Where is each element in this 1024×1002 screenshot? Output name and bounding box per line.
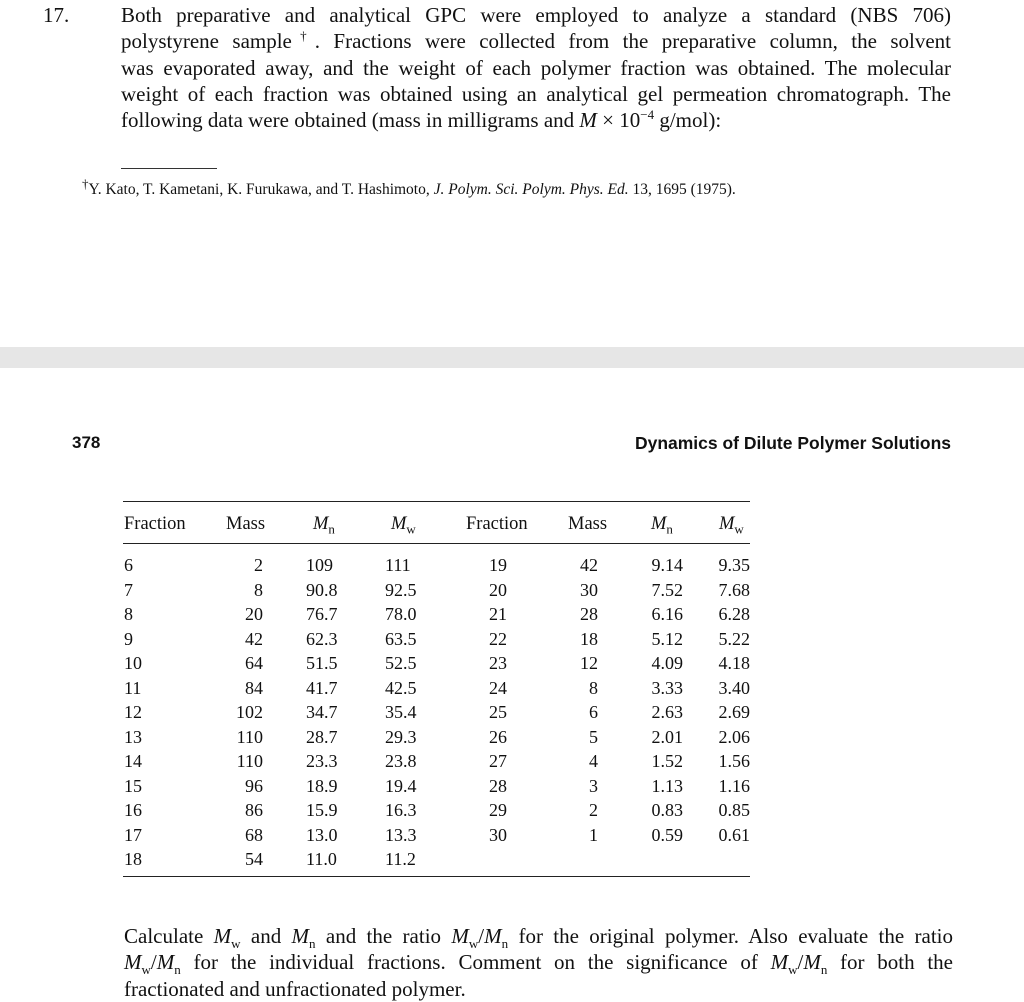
header-mass-left: Mass: [226, 514, 266, 534]
table-cell: 54: [245, 849, 263, 869]
table-cell: 109: [306, 555, 333, 575]
table-cell: 22: [489, 628, 507, 649]
table-cell: 2: [589, 800, 598, 820]
col-mass-left: [206, 553, 263, 872]
table-cell: 16.3: [385, 800, 417, 820]
table-cell: 7.52: [651, 579, 683, 600]
closing-line-2: $M_w/M_n$ for the individual fractions. Comment on the significance of $M_w/M_n$ for both the: [124, 950, 954, 978]
table-cell: 0.61: [718, 824, 750, 845]
table-cell: 41.7: [306, 677, 338, 698]
running-title: Dynamics of Dilute Polymer Solutions: [634, 433, 951, 453]
problem-line-5: following data were obtained (mass in milligrams and $M \times 10^{-4}$ g/mol):: [121, 107, 722, 133]
table-cell: 62.3: [306, 628, 338, 649]
table-cell: 9.35: [718, 555, 750, 575]
table-cell: 1.56: [718, 751, 750, 771]
table-cell: 42.5: [385, 677, 417, 698]
closing-paragraph: [124, 923, 953, 1002]
table-cell: 84: [245, 677, 263, 698]
table-cell: 9: [124, 628, 133, 649]
table-cell: 2.06: [718, 726, 750, 747]
table-cell: 3.33: [651, 677, 683, 698]
table-cell: 12: [580, 653, 598, 673]
table-cell: 20: [489, 579, 507, 600]
table-cell: 52.5: [385, 653, 417, 673]
table-cell: 30: [580, 579, 598, 600]
table-cell: 24: [489, 677, 507, 698]
table-cell: 10: [124, 653, 142, 673]
table-cell: 15: [124, 775, 142, 796]
closing-line-3: fractionated and unfractionated polymer.: [124, 976, 466, 1001]
table-cell: 6: [589, 702, 598, 722]
col-fraction-right: [472, 553, 524, 847]
table-cell: 20: [245, 604, 263, 624]
table-cell: 28: [489, 775, 507, 796]
table-cell: 96: [245, 775, 263, 796]
table-cell: 12: [124, 702, 142, 722]
table-cell: 2.01: [651, 726, 683, 747]
col-fraction-left: [124, 553, 174, 872]
table-cell: 29.3: [385, 726, 417, 747]
header-mn-right: $M_n$: [651, 514, 673, 537]
table-cell: 51.5: [306, 653, 338, 673]
table-cell: 18: [580, 628, 598, 649]
table-cell: 34.7: [306, 702, 338, 722]
table-cell: 29: [489, 800, 507, 820]
header-fraction-left: Fraction: [124, 514, 186, 534]
table-top-rule: [123, 501, 750, 502]
table-cell: 6: [124, 555, 133, 575]
table-cell: 8: [124, 604, 133, 624]
table-cell: 6.28: [718, 604, 750, 624]
dagger-mark: †: [291, 28, 315, 44]
problem-line-3: was evaporated away, and the weight of each polymer fraction was obtained. The molecular: [121, 55, 951, 80]
table-cell: 23: [489, 653, 507, 673]
table-cell: 13.3: [385, 824, 417, 845]
table-cell: 64: [245, 653, 263, 673]
table-cell: 1.16: [718, 775, 750, 796]
table-cell: 18: [124, 849, 142, 869]
table-cell: 23.3: [306, 751, 338, 771]
table-cell: 2.69: [718, 702, 750, 722]
footnote: †Y. Kato, T. Kametani, K. Furukawa, and T. Hashimoto, J. Polym. Sci. Polym. Phys. Ed. 13, 1695 (1975).: [82, 175, 736, 198]
table-cell: 5.12: [651, 628, 683, 649]
table-cell: 17: [124, 824, 142, 845]
table-cell: 111: [385, 555, 411, 575]
table-cell: 11: [124, 677, 142, 698]
table-cell: 11.2: [385, 849, 416, 869]
table-cell: 4.09: [651, 653, 683, 673]
header-fraction-right: Fraction: [466, 514, 528, 534]
problem-line-1: Both preparative and analytical GPC were employed to analyze a standard (NBS 706): [121, 3, 951, 27]
header-mw-right: $M_w$: [719, 514, 744, 537]
table-cell: 21: [489, 604, 507, 624]
table-cell: 5.22: [718, 628, 750, 649]
problem-text: [121, 2, 951, 133]
table-cell: 26: [489, 726, 507, 747]
table-cell: 18.9: [306, 775, 338, 796]
table-header-rule: [123, 543, 750, 544]
table-cell: 3.40: [718, 677, 750, 698]
col-mw-right: [697, 553, 750, 847]
table-cell: 2: [254, 555, 263, 575]
table-cell: 28: [580, 604, 598, 624]
problem-line-2: polystyrene sample†. Fractions were collected from the preparative column, the solvent: [121, 28, 951, 54]
table-cell: 1.13: [651, 775, 683, 796]
table-cell: 16: [124, 800, 142, 820]
table-cell: 2.63: [651, 702, 683, 722]
table-cell: 9.14: [651, 555, 683, 575]
table-cell: 13: [124, 726, 142, 747]
table-cell: 11.0: [306, 849, 337, 869]
table-cell: 8: [589, 677, 598, 698]
footnote-rule: [121, 168, 217, 169]
table-cell: 68: [245, 824, 263, 845]
table-bottom-rule: [123, 876, 750, 877]
closing-line-1: Calculate $M_w$ and $M_n$ and the ratio $M_w/M_n$ for the original polymer. Also evaluate the ratio: [124, 924, 954, 952]
table-cell: 1: [589, 824, 598, 845]
problem-number: 17.: [43, 3, 70, 27]
table-cell: 42: [245, 628, 263, 649]
table-cell: 63.5: [385, 628, 417, 649]
table-cell: 78.0: [385, 604, 417, 624]
table-cell: 1.52: [651, 751, 683, 771]
table-cell: 13.0: [306, 824, 338, 845]
table-cell: 102: [236, 702, 263, 722]
table-cell: 19: [489, 555, 507, 575]
problem-line-4: weight of each fraction was obtained using an analytical gel permeation chromatograph. The: [121, 81, 951, 106]
table-cell: 27: [489, 751, 507, 771]
table-cell: 4: [589, 751, 598, 771]
table-cell: 3: [589, 775, 598, 796]
table-cell: 90.8: [306, 579, 338, 600]
table-cell: 86: [245, 800, 263, 820]
table-cell: 7.68: [718, 579, 750, 600]
table-cell: 8: [254, 579, 263, 600]
page-number: 378: [72, 433, 101, 452]
col-mw-left: [385, 553, 445, 872]
table-cell: 42: [580, 555, 598, 575]
table-cell: 5: [589, 726, 598, 747]
col-mn-right: [630, 553, 683, 847]
table-cell: 4.18: [718, 653, 750, 673]
table-cell: 6.16: [651, 604, 683, 624]
table-cell: 110: [236, 751, 263, 771]
table-cell: 25: [489, 702, 507, 722]
table-cell: 30: [489, 824, 507, 845]
table-cell: 7: [124, 579, 133, 600]
table-cell: 110: [236, 726, 263, 747]
page-break-band: [0, 347, 1024, 368]
table-cell: 0.83: [651, 800, 683, 820]
header-mw-left: $M_w$: [391, 514, 416, 537]
col-mass-right: [560, 553, 598, 847]
table-cell: 15.9: [306, 800, 338, 820]
table-cell: 0.85: [718, 800, 750, 820]
table-cell: 28.7: [306, 726, 338, 747]
table-cell: 76.7: [306, 604, 338, 624]
table-cell: 23.8: [385, 751, 417, 771]
col-mn-left: [306, 553, 366, 872]
table-cell: 14: [124, 751, 142, 771]
table-cell: 0.59: [651, 824, 683, 845]
header-mass-right: Mass: [568, 514, 608, 534]
table-cell: 92.5: [385, 579, 417, 600]
table-cell: 35.4: [385, 702, 417, 722]
header-mn-left: $M_n$: [313, 514, 335, 537]
table-cell: 19.4: [385, 775, 417, 796]
